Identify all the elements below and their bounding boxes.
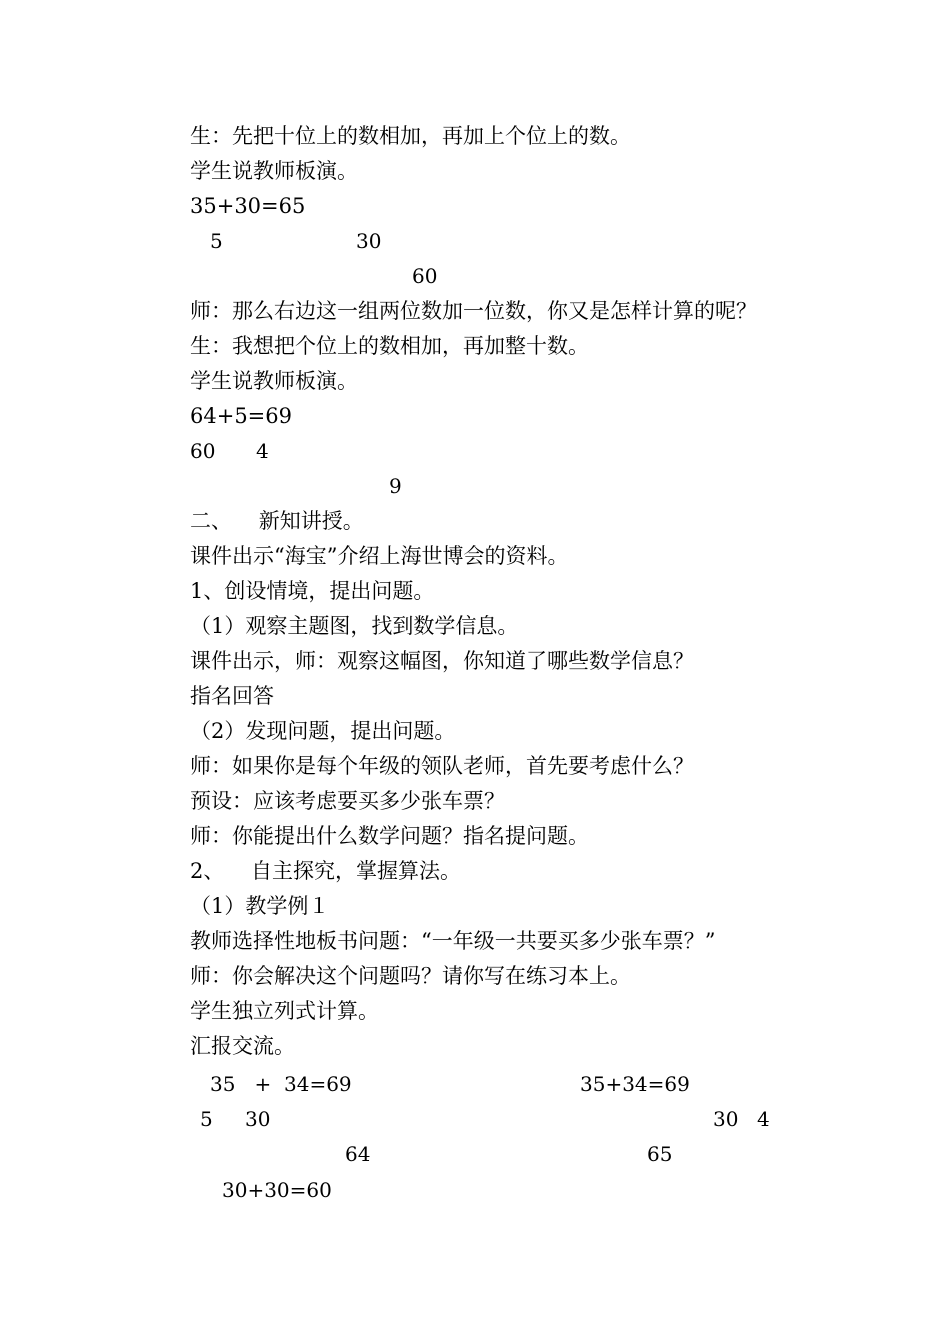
decomposition-part: 30 bbox=[245, 1107, 271, 1131]
decomposition-part: 30 bbox=[713, 1107, 739, 1131]
text-line: 学生独立列式计算。 bbox=[190, 999, 379, 1023]
decomposition-result: 65 bbox=[647, 1142, 673, 1166]
text-line: 汇报交流。 bbox=[190, 1034, 295, 1058]
decomposition-part: 60 bbox=[190, 439, 216, 463]
decomposition-part: 4 bbox=[256, 439, 269, 463]
text-line: 生：先把十位上的数相加，再加上个位上的数。 bbox=[190, 124, 631, 148]
section-heading: 二、 新知讲授。 bbox=[190, 509, 364, 533]
text-line: 课件出示，师：观察这幅图，你知道了哪些数学信息？ bbox=[190, 649, 694, 673]
section-heading: 2、 自主探究，掌握算法。 bbox=[190, 859, 462, 883]
equation-right: 35+34=69 bbox=[580, 1072, 690, 1096]
equation-left: 35 + 34=69 bbox=[210, 1072, 352, 1096]
text-line: 学生说教师板演。 bbox=[190, 369, 358, 393]
decomposition-result: 64 bbox=[345, 1142, 371, 1166]
text-line: 师：如果你是每个年级的领队老师，首先要考虑什么？ bbox=[190, 754, 694, 778]
equation-line: 35+30=65 bbox=[190, 194, 306, 218]
decomposition-part: 5 bbox=[200, 1107, 213, 1131]
text-line: （2）发现问题，提出问题。 bbox=[190, 719, 456, 743]
text-line: 指名回答 bbox=[190, 684, 274, 708]
text-line: 学生说教师板演。 bbox=[190, 159, 358, 183]
decomposition-result: 60 bbox=[412, 264, 438, 288]
text-line: （1）教学例１ bbox=[190, 894, 330, 918]
decomposition-result: 9 bbox=[389, 474, 402, 498]
decomposition-part: 30 bbox=[356, 229, 382, 253]
text-line: 师：你能提出什么数学问题？指名提问题。 bbox=[190, 824, 589, 848]
text-line: 师：你会解决这个问题吗？请你写在练习本上。 bbox=[190, 964, 631, 988]
text-line: 1、创设情境，提出问题。 bbox=[190, 579, 435, 603]
text-line: 师：那么右边这一组两位数加一位数，你又是怎样计算的呢？ bbox=[190, 299, 757, 323]
text-line: 教师选择性地板书问题：“一年级一共要买多少张车票？” bbox=[190, 929, 716, 953]
equation-line: 64+5=69 bbox=[190, 404, 292, 428]
text-line: 课件出示“海宝”介绍上海世博会的资料。 bbox=[190, 544, 569, 568]
decomposition-part: 4 bbox=[757, 1107, 770, 1131]
equation-line: 30+30=60 bbox=[222, 1178, 332, 1202]
text-line: 预设：应该考虑要买多少张车票？ bbox=[190, 789, 505, 813]
text-line: 生：我想把个位上的数相加，再加整十数。 bbox=[190, 334, 589, 358]
decomposition-part: 5 bbox=[210, 229, 223, 253]
text-line: （1）观察主题图，找到数学信息。 bbox=[190, 614, 519, 638]
